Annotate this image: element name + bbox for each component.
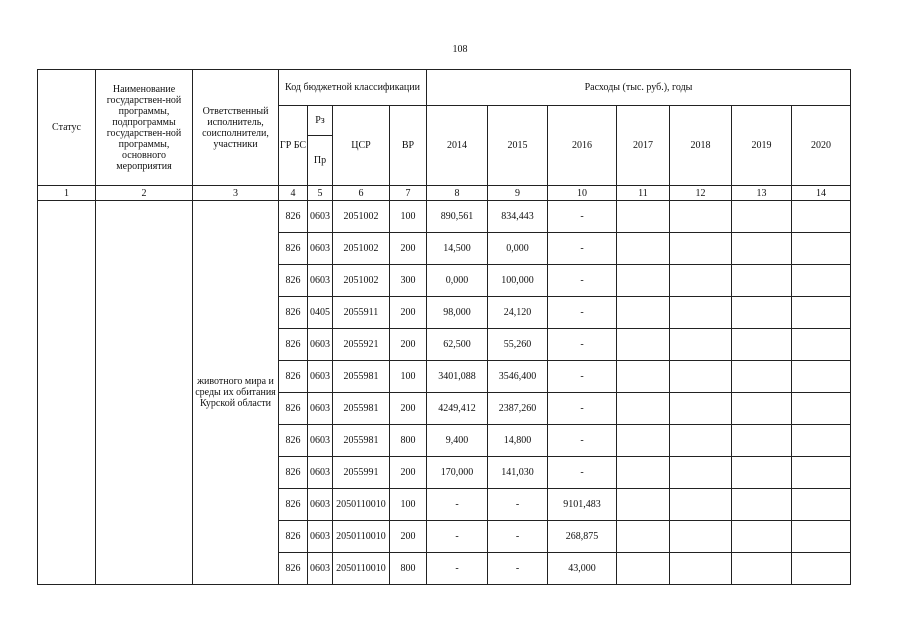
expense-2016-cell: 43,000 — [548, 553, 617, 585]
expense-2015-cell: - — [488, 489, 548, 521]
responsible-cell: животного мира и среды их обитания Курской области — [193, 201, 279, 585]
grbs-cell: 826 — [279, 265, 308, 297]
expense-2020-cell — [792, 297, 851, 329]
expense-2018-cell — [670, 297, 732, 329]
grbs-cell: 826 — [279, 297, 308, 329]
vr-cell: 800 — [390, 553, 427, 585]
expense-2017-cell — [617, 425, 670, 457]
expense-2016-cell: - — [548, 393, 617, 425]
expense-2014-cell: - — [427, 553, 488, 585]
expense-2019-cell — [732, 457, 792, 489]
expense-2017-cell — [617, 457, 670, 489]
column-number-2: 2 — [96, 186, 193, 201]
grbs-cell: 826 — [279, 233, 308, 265]
expense-2019-cell — [732, 297, 792, 329]
header-year-2019: 2019 — [732, 106, 792, 186]
expense-2019-cell — [732, 265, 792, 297]
header-year-2020: 2020 — [792, 106, 851, 186]
vr-cell: 200 — [390, 297, 427, 329]
rzpr-cell: 0603 — [308, 393, 333, 425]
expense-2019-cell — [732, 361, 792, 393]
expense-2016-cell: - — [548, 201, 617, 233]
expense-2014-cell: 62,500 — [427, 329, 488, 361]
rzpr-cell: 0603 — [308, 265, 333, 297]
grbs-cell: 826 — [279, 425, 308, 457]
expense-2015-cell: - — [488, 521, 548, 553]
header-csr: ЦСР — [333, 106, 390, 186]
expense-2015-cell: 3546,400 — [488, 361, 548, 393]
csr-cell: 2050110010 — [333, 521, 390, 553]
expense-2015-cell: 14,800 — [488, 425, 548, 457]
column-number-13: 13 — [732, 186, 792, 201]
grbs-cell: 826 — [279, 457, 308, 489]
column-number-6: 6 — [333, 186, 390, 201]
header-expenses: Расходы (тыс. руб.), годы — [427, 70, 851, 106]
expense-2019-cell — [732, 489, 792, 521]
expense-2019-cell — [732, 233, 792, 265]
column-number-14: 14 — [792, 186, 851, 201]
expense-2016-cell: - — [548, 265, 617, 297]
expense-2014-cell: 14,500 — [427, 233, 488, 265]
expense-2016-cell: - — [548, 329, 617, 361]
expense-2019-cell — [732, 425, 792, 457]
expense-2017-cell — [617, 297, 670, 329]
expense-2017-cell — [617, 361, 670, 393]
header-year-2018: 2018 — [670, 106, 732, 186]
rzpr-cell: 0603 — [308, 553, 333, 585]
csr-cell: 2055921 — [333, 329, 390, 361]
rzpr-cell: 0603 — [308, 329, 333, 361]
header-budget-code: Код бюджетной классификации — [279, 70, 427, 106]
rzpr-cell: 0603 — [308, 489, 333, 521]
expense-2015-cell: 55,260 — [488, 329, 548, 361]
column-number-row — [38, 186, 851, 201]
expense-2015-cell: 834,443 — [488, 201, 548, 233]
expense-2020-cell — [792, 393, 851, 425]
expense-2015-cell: 100,000 — [488, 265, 548, 297]
budget-table — [37, 69, 851, 585]
rzpr-cell: 0603 — [308, 425, 333, 457]
expense-2019-cell — [732, 201, 792, 233]
vr-cell: 200 — [390, 329, 427, 361]
expense-2018-cell — [670, 425, 732, 457]
expense-2015-cell: 141,030 — [488, 457, 548, 489]
vr-cell: 300 — [390, 265, 427, 297]
expense-2020-cell — [792, 265, 851, 297]
expense-2016-cell: - — [548, 361, 617, 393]
page-number: 108 — [452, 44, 468, 55]
expense-2014-cell: 98,000 — [427, 297, 488, 329]
csr-cell: 2050110010 — [333, 553, 390, 585]
expense-2017-cell — [617, 329, 670, 361]
expense-2020-cell — [792, 521, 851, 553]
expense-2016-cell: - — [548, 233, 617, 265]
expense-2016-cell: - — [548, 297, 617, 329]
expense-2015-cell: - — [488, 553, 548, 585]
expense-2017-cell — [617, 233, 670, 265]
grbs-cell: 826 — [279, 521, 308, 553]
grbs-cell: 826 — [279, 489, 308, 521]
grbs-cell: 826 — [279, 329, 308, 361]
expense-2014-cell: 9,400 — [427, 425, 488, 457]
column-number-9: 9 — [488, 186, 548, 201]
header-year-2014: 2014 — [427, 106, 488, 186]
expense-2016-cell: - — [548, 425, 617, 457]
csr-cell: 2051002 — [333, 265, 390, 297]
expense-2018-cell — [670, 457, 732, 489]
header-year-2016: 2016 — [548, 106, 617, 186]
column-number-7: 7 — [390, 186, 427, 201]
expense-2014-cell: - — [427, 489, 488, 521]
expense-2017-cell — [617, 393, 670, 425]
header-pr: Пр — [308, 136, 333, 186]
expense-2018-cell — [670, 361, 732, 393]
expense-2020-cell — [792, 201, 851, 233]
grbs-cell: 826 — [279, 201, 308, 233]
vr-cell: 200 — [390, 233, 427, 265]
expense-2018-cell — [670, 521, 732, 553]
rzpr-cell: 0603 — [308, 521, 333, 553]
expense-2017-cell — [617, 489, 670, 521]
expense-2019-cell — [732, 329, 792, 361]
expense-2018-cell — [670, 329, 732, 361]
rzpr-cell: 0603 — [308, 201, 333, 233]
expense-2015-cell: 2387,260 — [488, 393, 548, 425]
expense-2014-cell: 3401,088 — [427, 361, 488, 393]
expense-2018-cell — [670, 233, 732, 265]
csr-cell: 2055981 — [333, 393, 390, 425]
column-number-11: 11 — [617, 186, 670, 201]
expense-2020-cell — [792, 329, 851, 361]
column-number-8: 8 — [427, 186, 488, 201]
column-number-3: 3 — [193, 186, 279, 201]
grbs-cell: 826 — [279, 361, 308, 393]
expense-2017-cell — [617, 553, 670, 585]
expense-2018-cell — [670, 265, 732, 297]
table-row — [38, 201, 851, 233]
expense-2017-cell — [617, 265, 670, 297]
expense-2020-cell — [792, 425, 851, 457]
vr-cell: 100 — [390, 361, 427, 393]
csr-cell: 2051002 — [333, 201, 390, 233]
expense-2018-cell — [670, 393, 732, 425]
header-grbs: ГР БС — [279, 106, 308, 186]
expense-2020-cell — [792, 361, 851, 393]
header-year-2015: 2015 — [488, 106, 548, 186]
expense-2016-cell: 268,875 — [548, 521, 617, 553]
vr-cell: 100 — [390, 489, 427, 521]
expense-2018-cell — [670, 489, 732, 521]
expense-2019-cell — [732, 553, 792, 585]
csr-cell: 2050110010 — [333, 489, 390, 521]
csr-cell: 2055981 — [333, 361, 390, 393]
column-number-4: 4 — [279, 186, 308, 201]
expense-2020-cell — [792, 553, 851, 585]
expense-2019-cell — [732, 393, 792, 425]
expense-2018-cell — [670, 201, 732, 233]
vr-cell: 200 — [390, 393, 427, 425]
expense-2014-cell: 4249,412 — [427, 393, 488, 425]
expense-2017-cell — [617, 201, 670, 233]
column-number-5: 5 — [308, 186, 333, 201]
grbs-cell: 826 — [279, 393, 308, 425]
column-number-10: 10 — [548, 186, 617, 201]
expense-2017-cell — [617, 521, 670, 553]
expense-2015-cell: 24,120 — [488, 297, 548, 329]
expense-2020-cell — [792, 457, 851, 489]
expense-2014-cell: - — [427, 521, 488, 553]
header-vr: ВР — [390, 106, 427, 186]
name-cell — [96, 201, 193, 585]
expense-2018-cell — [670, 553, 732, 585]
column-number-1: 1 — [38, 186, 96, 201]
csr-cell: 2055991 — [333, 457, 390, 489]
expense-2020-cell — [792, 489, 851, 521]
column-number-12: 12 — [670, 186, 732, 201]
csr-cell: 2055911 — [333, 297, 390, 329]
rzpr-cell: 0405 — [308, 297, 333, 329]
vr-cell: 200 — [390, 521, 427, 553]
header-status: Статус — [38, 70, 96, 186]
header-name: Наименование государствен-ной программы, подпрограммы государствен-ной программы, основного мероприятия — [96, 70, 193, 186]
vr-cell: 200 — [390, 457, 427, 489]
rzpr-cell: 0603 — [308, 361, 333, 393]
header-rz: Рз — [308, 106, 333, 136]
expense-2016-cell: 9101,483 — [548, 489, 617, 521]
expense-2016-cell: - — [548, 457, 617, 489]
vr-cell: 100 — [390, 201, 427, 233]
expense-2019-cell — [732, 521, 792, 553]
rzpr-cell: 0603 — [308, 457, 333, 489]
expense-2020-cell — [792, 233, 851, 265]
csr-cell: 2051002 — [333, 233, 390, 265]
vr-cell: 800 — [390, 425, 427, 457]
expense-2014-cell: 890,561 — [427, 201, 488, 233]
expense-2015-cell: 0,000 — [488, 233, 548, 265]
header-responsible: Ответственный исполнитель, соисполнители, участники — [193, 70, 279, 186]
header-year-2017: 2017 — [617, 106, 670, 186]
expense-2014-cell: 170,000 — [427, 457, 488, 489]
expense-2014-cell: 0,000 — [427, 265, 488, 297]
status-cell — [38, 201, 96, 585]
grbs-cell: 826 — [279, 553, 308, 585]
rzpr-cell: 0603 — [308, 233, 333, 265]
csr-cell: 2055981 — [333, 425, 390, 457]
